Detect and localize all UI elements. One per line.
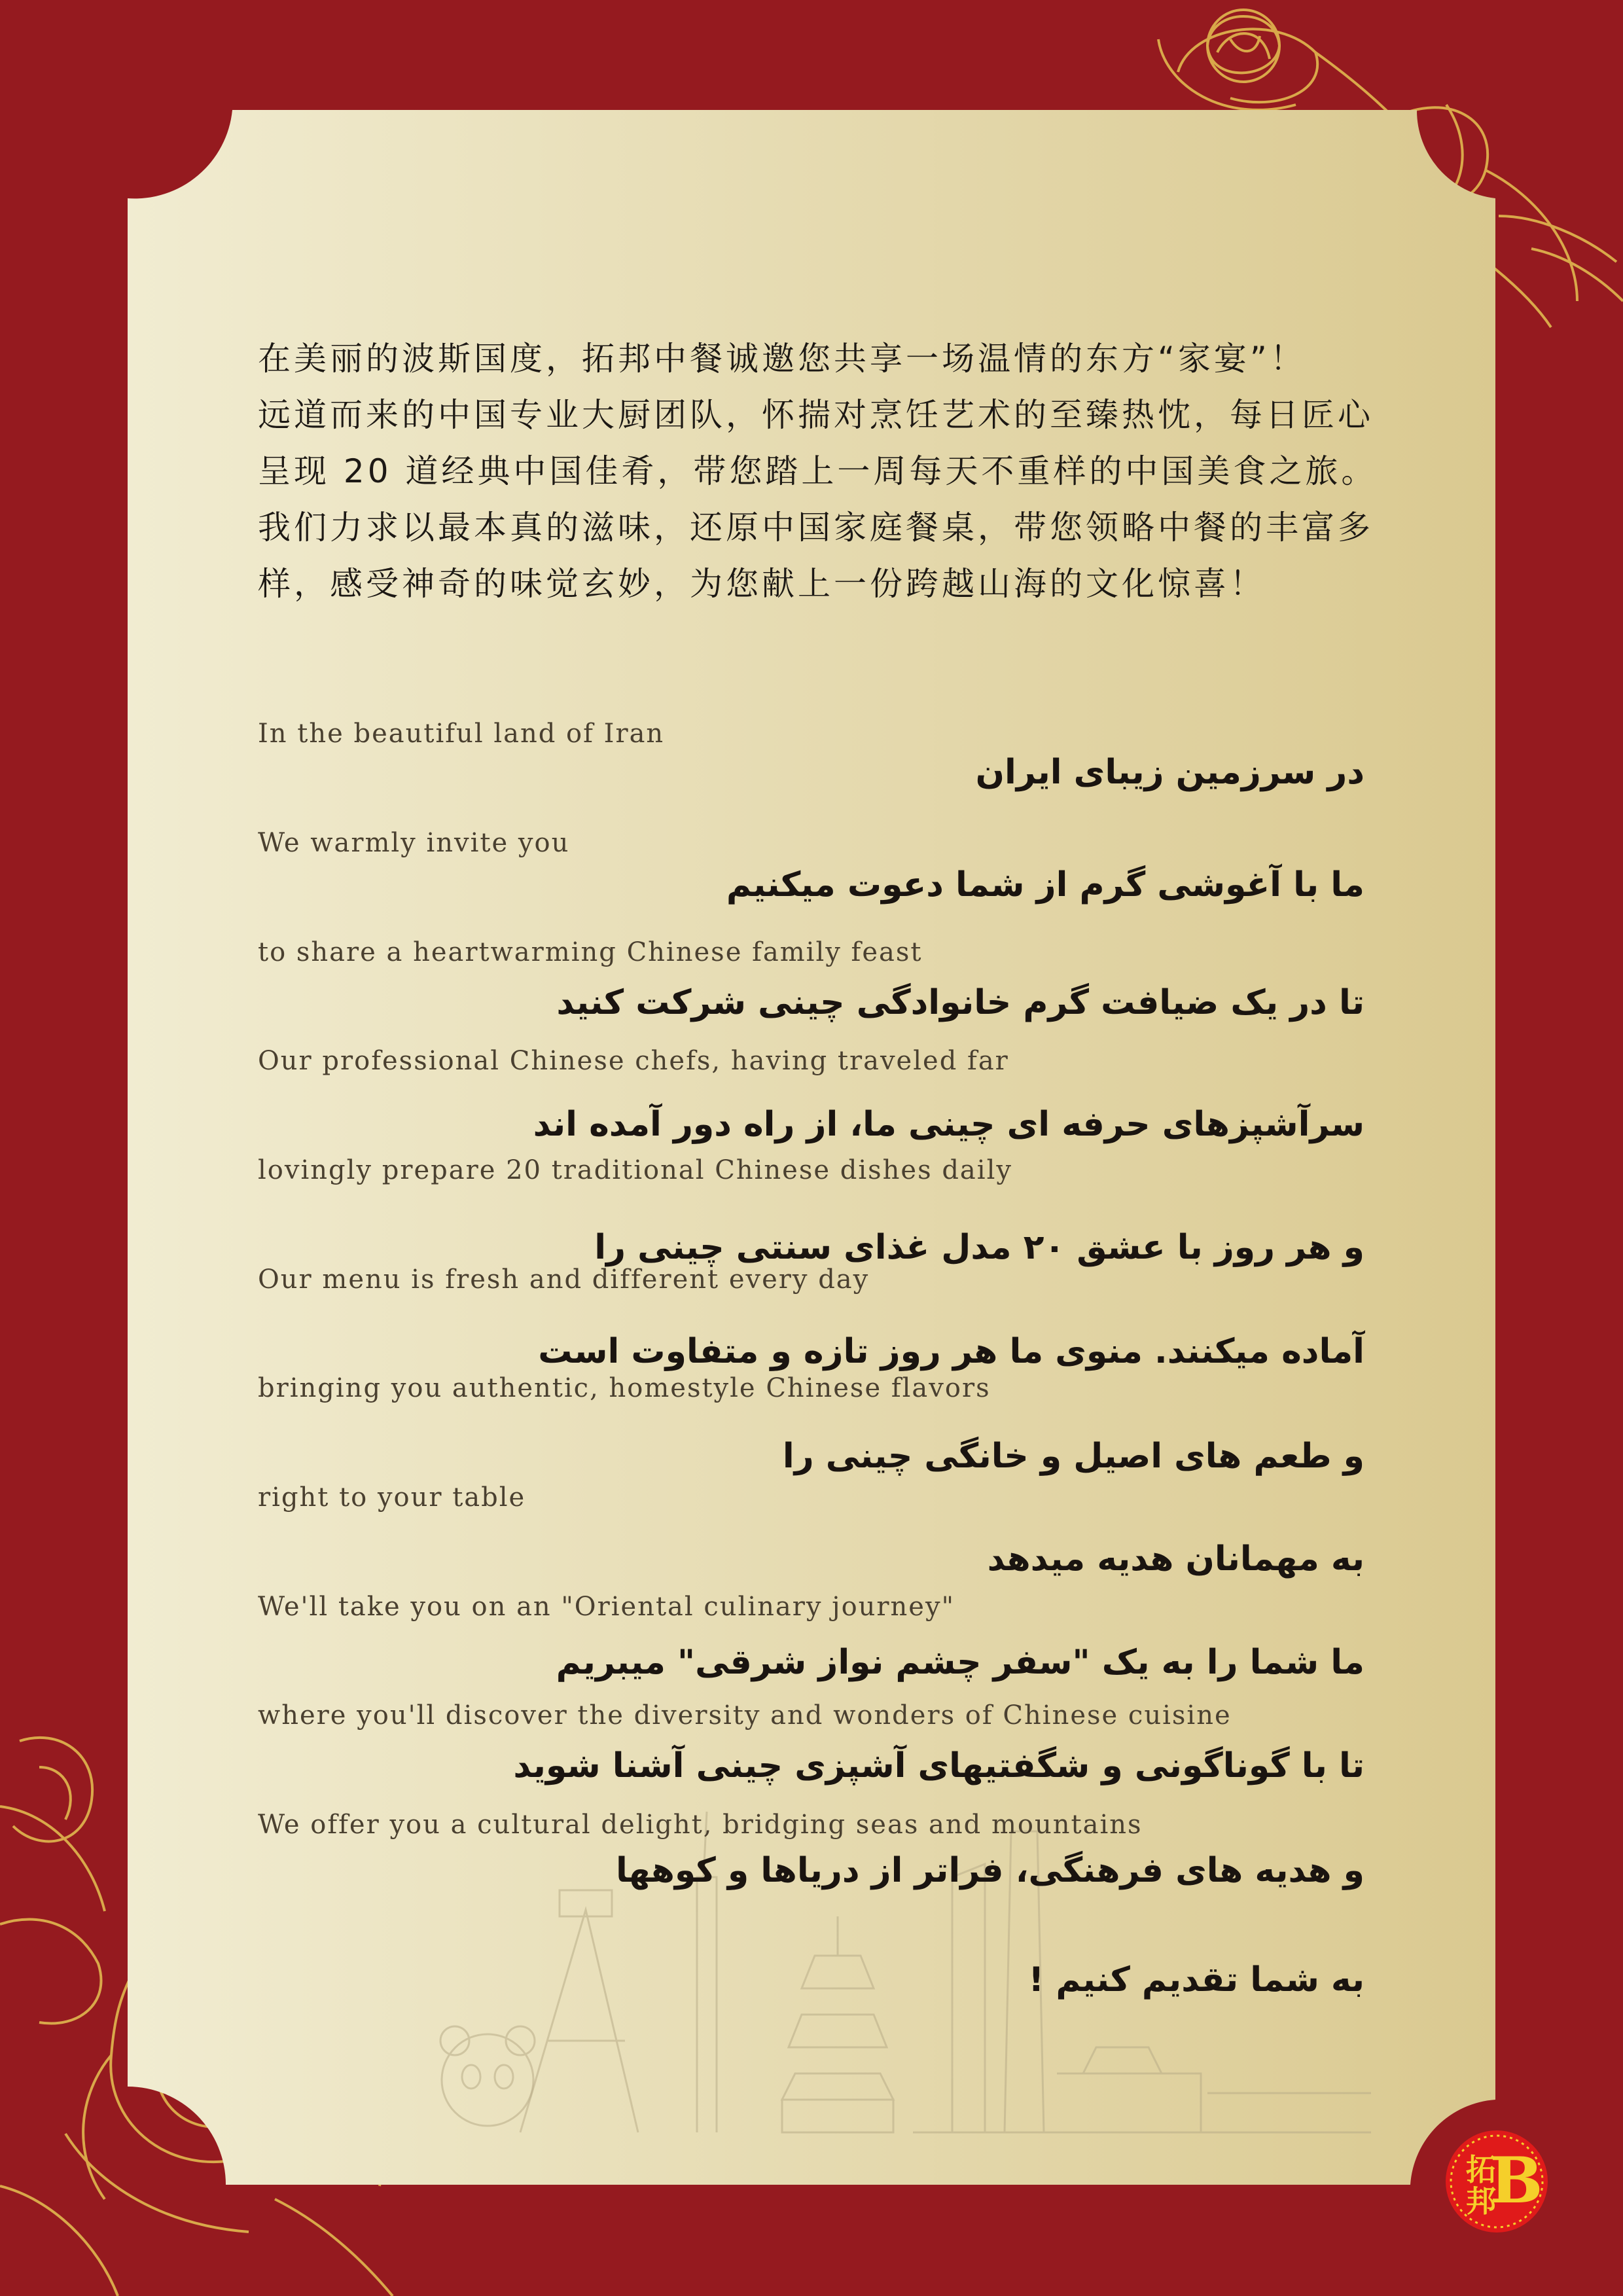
persian-line: تا در یک ضیافت گرم خانوادگی چینی شرکت کنید bbox=[556, 983, 1364, 1022]
persian-line: و طعم های اصیل و خانگی چینی را bbox=[782, 1437, 1364, 1476]
english-line: We offer you a cultural delight, bridging seas and mountains bbox=[258, 1810, 1143, 1840]
english-line: to share a heartwarming Chinese family feast bbox=[258, 937, 923, 967]
english-line: In the beautiful land of Iran bbox=[258, 719, 665, 749]
chinese-line: 我们力求以最本真的滋味，还原中国家庭餐桌，带您领略中餐的丰富多 bbox=[258, 509, 1374, 547]
logo-char-bottom: 邦 bbox=[1466, 2183, 1496, 2219]
english-line: right to your table bbox=[258, 1482, 526, 1513]
english-line: lovingly prepare 20 traditional Chinese dishes daily bbox=[258, 1155, 1012, 1185]
persian-line: و هر روز با عشق ۲۰ مدل غذای سنتی چینی را bbox=[594, 1228, 1364, 1267]
persian-line: در سرزمین زیبای ایران bbox=[975, 753, 1364, 792]
persian-line: به مهمانان هدیه میدهد bbox=[987, 1539, 1364, 1579]
english-line: where you'll discover the diversity and wonders of Chinese cuisine bbox=[258, 1700, 1232, 1731]
persian-line: ما با آغوشی گرم از شما دعوت میکنیم bbox=[726, 865, 1364, 905]
chinese-line: 在美丽的波斯国度，拓邦中餐诚邀您共享一场温情的东方“家宴”！ bbox=[258, 340, 1306, 378]
tuobang-logo bbox=[1444, 2129, 1549, 2234]
persian-line: و هدیه های فرهنگی، فراتر از دریاها و کوهها bbox=[616, 1851, 1364, 1890]
persian-closing-line: به شما تقدیم کنیم ! bbox=[1028, 1960, 1364, 2000]
chinese-line: 呈现 20 道经典中国佳肴，带您踏上一周每天不重样的中国美食之旅。 bbox=[258, 452, 1378, 490]
chinese-line: 远道而来的中国专业大厨团队，怀揣对烹饪艺术的至臻热忱，每日匠心 bbox=[258, 396, 1374, 434]
english-line: Our professional Chinese chefs, having traveled far bbox=[258, 1046, 1009, 1076]
english-line: bringing you authentic, homestyle Chinese flavors bbox=[258, 1373, 991, 1403]
english-line: We'll take you on an "Oriental culinary journey" bbox=[258, 1592, 955, 1622]
persian-line: آماده میکنند. منوی ما هر روز تازه و متفاوت است bbox=[538, 1332, 1364, 1371]
persian-line: ما شما را به یک "سفر چشم نواز شرقی" میبریم bbox=[556, 1643, 1364, 1682]
logo-letter: B bbox=[1489, 2144, 1543, 2217]
english-line: We warmly invite you bbox=[258, 828, 570, 858]
chinese-line: 样，感受神奇的味觉玄妙，为您献上一份跨越山海的文化惊喜！ bbox=[258, 565, 1266, 603]
persian-line: تا با گوناگونی و شگفتیهای آشپزی چینی آشنا شوید bbox=[513, 1746, 1364, 1785]
logo-char-top: 拓 bbox=[1466, 2152, 1496, 2187]
english-line: Our menu is fresh and different every day bbox=[258, 1265, 870, 1295]
chinese-intro-paragraph bbox=[258, 331, 1378, 612]
persian-line: سرآشپزهای حرفه ای چینی ما، از راه دور آمده اند bbox=[533, 1105, 1364, 1144]
